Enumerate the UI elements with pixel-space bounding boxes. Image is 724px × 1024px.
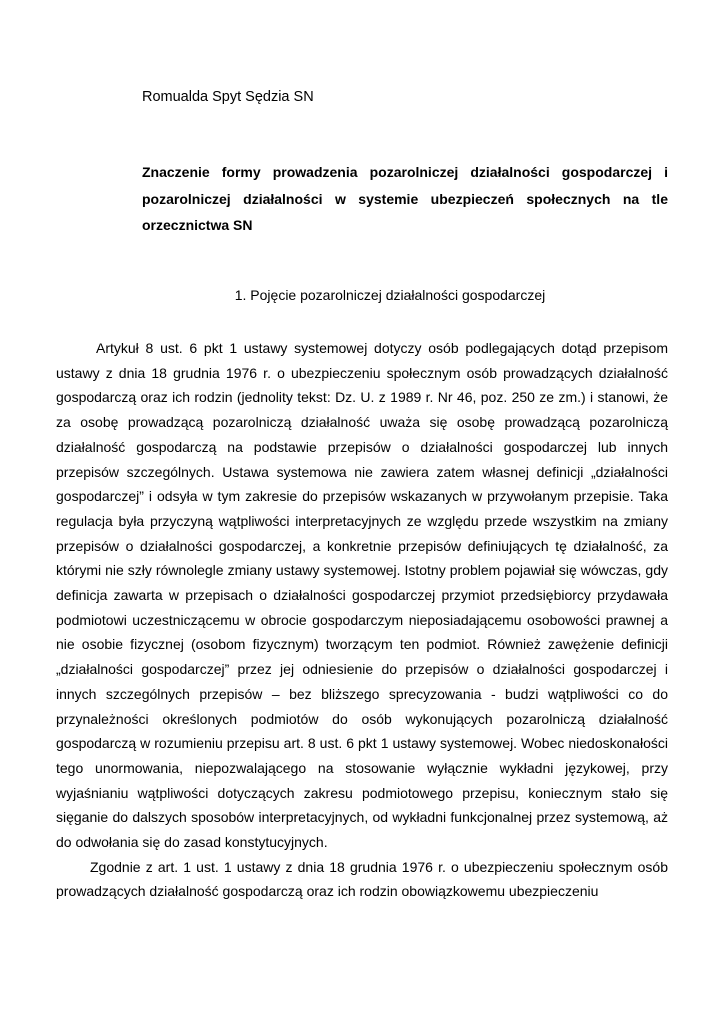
body-paragraph: Artykuł 8 ust. 6 pkt 1 ustawy systemowej dotyczy osób podlegających dotąd przepisom ustawy z dnia 18 grudnia 1976 r. o ubezpieczeniu społecznym osób prowadzących działalność gospodarczą oraz ich rodzin (jednolity tekst: Dz. U. z 1989 r. Nr 46, poz. 250 ze zm.) i stanowi, że za osobę prowadzącą pozarolniczą działalność uważa się osobę prowadzącą pozarolniczą działalność gospodarczą na podstawie przepisów o działalności gospodarczej lub innych przepisów szczególnych. Ustawa systemowa nie zawiera zatem własnej definicji „działalności gospodarczej” i odsyła w tym zakresie do przepisów wskazanych w przywołanym przepisie. Taka regulacja była przyczyną wątpliwości interpretacyjnych ze względu przede wszystkim na zmiany przepisów o działalności gospodarczej, a konkretnie przepisów definiujących tę działalność, za którymi nie szły równolegle zmiany ustawy systemowej. Istotny problem pojawiał się wówczas, gdy definicja zawarta w przepisach o działalności gospodarczej przymiot przedsiębiorcy przydawała podmiotowi uczestniczącemu w obrocie gospodarczym nieposiadającemu osobowości prawnej a nie osobie fizycznej (osobom fizycznym) tworzącym ten podmiot. Również zawężenie definicji „działalności gospodarczej” przez jej odniesienie do przepisów o działalności gospodarczej i innych szczególnych przepisów – bez bliższego sprecyzowania - budzi wątpliwości co do przynależności określonych podmiotów do osób wykonujących pozarolniczą działalność gospodarczą w rozumieniu przepisu art. 8 ust. 6 pkt 1 ustawy systemowej. Wobec niedoskonałości tego unormowania, niepozwalającego na stosowanie wyłącznie wykładni językowej, przy wyjaśnianiu wątpliwości dotyczących zakresu podmiotowego przepisu, koniecznym stało się sięganie do dalszych sposobów interpretacyjnych, od wykładni funkcjonalnej przez systemową, aż do odwołania się do zasad konstytucyjnych. xyxy=(56,340,668,851)
document-title: Znaczenie formy prowadzenia pozarolniczej działalności gospodarczej i pozarolniczej działalności w systemie ubezpieczeń społecznych na tle orzecznictwa SN xyxy=(142,164,668,233)
body-paragraph: Zgodnie z art. 1 ust. 1 ustawy z dnia 18 grudnia 1976 r. o ubezpieczeniu społecznym osób prowadzących działalność gospodarczą oraz ich rodzin obowiązkowemu ubezpieczeniu xyxy=(56,858,668,900)
author-line: Romualda Spyt Sędzia SN xyxy=(142,89,314,105)
document-body xyxy=(56,336,668,904)
section-heading: 1. Pojęcie pozarolniczej działalności gospodarczej xyxy=(234,287,546,303)
